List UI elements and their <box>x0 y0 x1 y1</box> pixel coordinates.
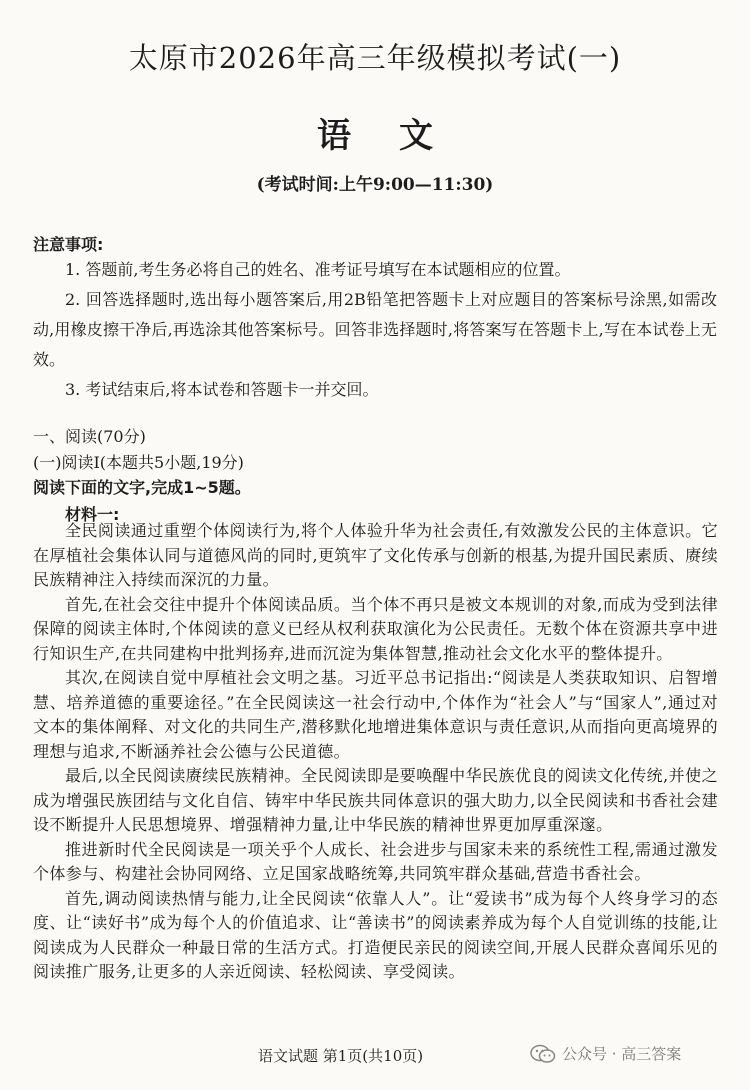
page-footer: 语文试题 第1页(共10页) <box>258 1047 424 1065</box>
passage-paragraph: 其次,在阅读自觉中厚植社会文明之基。习近平总书记指出:“阅读是人类获取知识、启智增慧、培养道德的重要途径。”在全民阅读这一社会行动中,个体作为“社会人”与“国家人”,通过对文本的集体阐释、对文化的共同生产,潜移默化地增进集体意识与责任意识,从而指向更高境界的理想与追求,不断涵养社会公德与公民道德。 <box>33 668 718 761</box>
material-label: 材料一: <box>65 505 120 524</box>
sub-title: (一)阅读Ⅰ(本题共5小题,19分) <box>33 453 244 472</box>
subject-title: 语文 <box>317 116 481 156</box>
passage-paragraph: 最后,以全民阅读赓续民族精神。全民阅读即是要唤醒中华民族优良的阅读文化传统,并使之成为增强民族团结与文化自信、铸牢中华民族共同体意识的强大助力,以全民阅读和书香社会建设不断提升人民思想境界、增强精神力量,让中华民族的精神世界更加厚重深邃。 <box>33 766 718 834</box>
passage-paragraph: 首先,调动阅读热情与能力,让全民阅读“依靠人人”。让“爱读书”成为每个人终身学习的态度、让“读好书”成为每个人的价值追求、让“善读书”的阅读素养成为每个人自觉训练的技能,让阅读成为人民群众一种最日常的生活方式。打造便民亲民的阅读空间,开展人民群众喜闻乐见的阅读推广服务,让更多的人亲近阅读、轻松阅读、享受阅读。 <box>33 888 718 981</box>
note-item: 1. 答题前,考生务必将自己的姓名、准考证号填写在本试题相应的位置。 <box>65 260 571 279</box>
part-title: 一、阅读(70分) <box>33 427 146 446</box>
watermark <box>530 1043 681 1064</box>
watermark-text: 公众号 · 高三答案 <box>562 1045 682 1063</box>
note-item: 3. 考试结束后,将本试卷和答题卡一并交回。 <box>65 380 379 399</box>
exam-title: 太原市2026年高三年级模拟考试(一) <box>128 41 622 75</box>
passage-paragraph: 推进新时代全民阅读是一项关乎个人成长、社会进步与国家未来的系统性工程,需通过激发个体参与、构建社会协同网络、立足国家战略统筹,共同筑牢群众基础,营造书香社会。 <box>33 839 718 883</box>
notes-list <box>33 255 717 405</box>
notes-heading: 注意事项: <box>33 235 104 254</box>
note-item: 2. 回答选择题时,选出每小题答案后,用2B铅笔把答题卡上对应题目的答案标号涂黑,如需改动,用橡皮擦干净后,再选涂其他答案标号。回答非选择题时,将答案写在答题卡上,写在本试卷上无效。 <box>33 290 717 369</box>
passage-paragraph: 首先,在社会交往中提升个体阅读品质。当个体不再只是被文本规训的对象,而成为受到法律保障的阅读主体时,个体阅读的意义已经从权利获取演化为公民责任。无数个体在资源共享中进行知识生产,在共同建构中批判扬弃,进而沉淀为集体智慧,推动社会文化水平的整体提升。 <box>33 594 718 663</box>
reading-instruction: 阅读下面的文字,完成1~5题。 <box>33 478 251 497</box>
passage-paragraph: 全民阅读通过重塑个体阅读行为,将个人体验升华为社会责任,有效激发公民的主体意识。它在厚植社会集体认同与道德风尚的同时,更筑牢了文化传承与创新的根基,为提升国民素质、赓续民族精神注入持续而深沉的力量。 <box>33 521 718 589</box>
wechat-icon <box>530 1044 556 1064</box>
exam-time: (考试时间:上午9:00—11:30) <box>256 175 494 195</box>
reading-passage <box>33 519 718 985</box>
